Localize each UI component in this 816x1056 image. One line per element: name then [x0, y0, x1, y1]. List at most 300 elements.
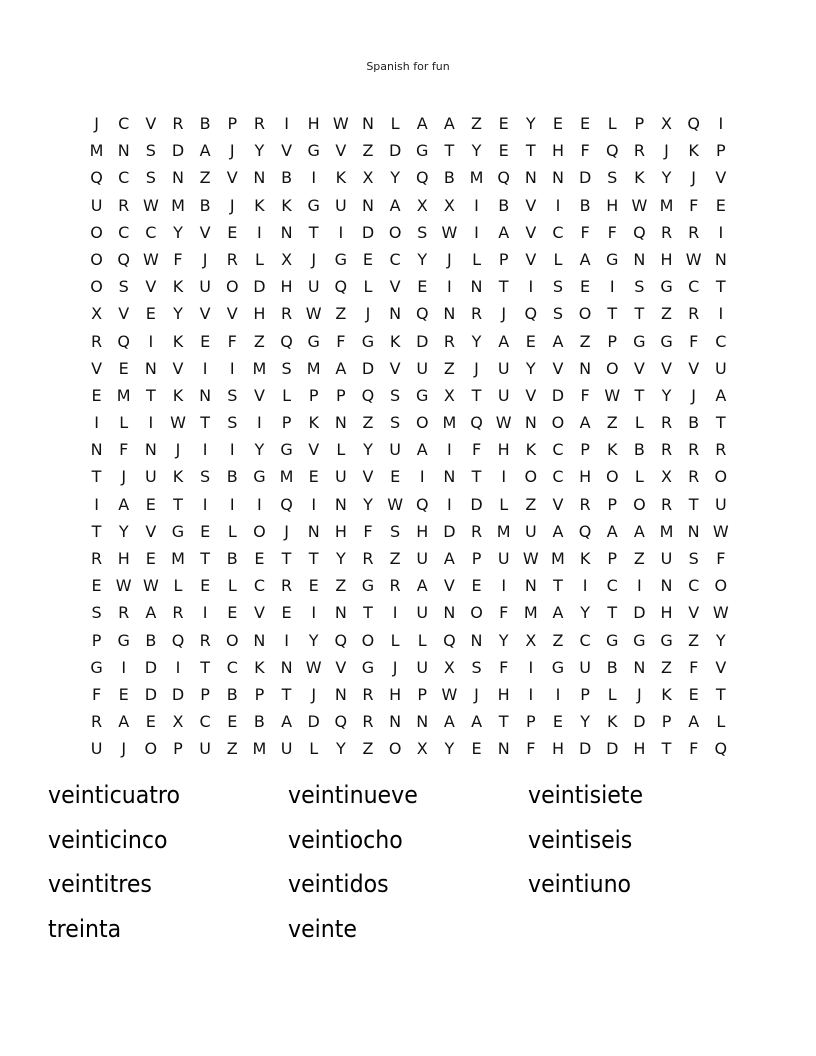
- grid-letter: A: [498, 331, 510, 351]
- grid-letter: A: [606, 521, 618, 541]
- grid-letter: A: [471, 712, 483, 732]
- grid-letter: G: [307, 141, 320, 161]
- grid-letter: R: [362, 712, 374, 732]
- grid-letter: W: [142, 195, 159, 215]
- grid-letter: K: [606, 712, 618, 732]
- grid-letter: J: [691, 385, 697, 405]
- grid-letter: Z: [362, 141, 374, 161]
- grid-letter: X: [91, 304, 103, 324]
- grid-letter: L: [716, 712, 726, 732]
- letter-grid: [83, 114, 734, 767]
- grid-letter: L: [634, 467, 644, 487]
- grid-letter: T: [200, 549, 211, 568]
- grid-letter: L: [173, 576, 183, 596]
- grid-letter: O: [144, 739, 158, 759]
- grid-letter: W: [631, 195, 648, 215]
- grid-letter: N: [280, 222, 293, 242]
- grid-letter: P: [281, 413, 292, 433]
- grid-letter: J: [392, 657, 398, 677]
- grid-letter: I: [447, 494, 452, 514]
- grid-letter: F: [499, 657, 509, 677]
- grid-letter: M: [252, 358, 267, 378]
- grid-letter: K: [172, 467, 184, 487]
- grid-letter: V: [145, 277, 157, 297]
- grid-letter: W: [115, 576, 132, 596]
- grid-letter: S: [200, 467, 211, 487]
- word-list: [48, 780, 768, 958]
- grid-letter: V: [389, 277, 401, 297]
- grid-letter: W: [604, 385, 621, 405]
- grid-letter: J: [202, 249, 208, 269]
- grid-letter: I: [284, 114, 289, 133]
- grid-letter: E: [200, 331, 211, 351]
- grid-letter: T: [281, 549, 292, 568]
- grid-letter: I: [718, 304, 724, 324]
- grid-letter: C: [688, 277, 700, 297]
- grid-letter: C: [118, 222, 130, 242]
- grid-letter: Q: [633, 222, 646, 242]
- grid-letter: I: [528, 277, 534, 297]
- grid-letter: V: [226, 168, 238, 188]
- grid-letter: U: [579, 657, 591, 677]
- grid-letter: U: [334, 467, 347, 487]
- grid-letter: W: [712, 603, 729, 623]
- grid-letter: X: [661, 114, 672, 133]
- grid-letter: Q: [415, 494, 429, 514]
- grid-letter: N: [334, 684, 347, 704]
- grid-letter: R: [91, 331, 103, 351]
- grid-letter: X: [416, 195, 428, 215]
- grid-letter: J: [664, 141, 669, 161]
- grid-letter: V: [715, 168, 727, 188]
- grid-letter: Y: [363, 494, 373, 514]
- grid-letter: N: [144, 358, 157, 378]
- grid-letter: Y: [254, 141, 265, 161]
- grid-letter: J: [94, 114, 99, 133]
- grid-letter: V: [688, 358, 700, 378]
- grid-letter: U: [714, 494, 727, 514]
- grid-letter: S: [688, 549, 699, 568]
- grid-letter: E: [281, 603, 292, 623]
- grid-letter: Z: [199, 168, 211, 188]
- grid-letter: C: [118, 168, 130, 188]
- grid-letter: Z: [633, 549, 645, 568]
- grid-letter: Y: [363, 440, 373, 460]
- grid-letter: K: [688, 141, 699, 161]
- grid-letter: L: [607, 114, 617, 133]
- grid-letter: A: [633, 521, 645, 541]
- grid-letter: T: [281, 684, 292, 704]
- grid-letter: K: [525, 440, 537, 460]
- word-list-item: veintitres: [48, 870, 152, 898]
- grid-letter: U: [497, 385, 510, 405]
- grid-letter: G: [660, 331, 673, 351]
- grid-letter: R: [688, 467, 700, 487]
- grid-letter: R: [470, 304, 483, 324]
- grid-letter: T: [444, 141, 455, 161]
- grid-letter: H: [307, 114, 320, 133]
- grid-letter: U: [416, 549, 429, 568]
- grid-letter: I: [501, 576, 507, 596]
- grid-letter: D: [144, 657, 158, 677]
- grid-letter: O: [633, 494, 646, 514]
- grid-letter: I: [94, 494, 99, 514]
- grid-letter: Z: [525, 494, 537, 514]
- grid-letter: T: [607, 304, 618, 324]
- grid-letter: A: [416, 114, 428, 133]
- grid-letter: I: [582, 576, 588, 596]
- grid-letter: N: [117, 141, 130, 161]
- grid-letter: G: [334, 249, 348, 269]
- grid-letter: U: [416, 657, 429, 677]
- grid-letter: E: [362, 249, 374, 269]
- grid-letter: I: [447, 277, 452, 297]
- grid-letter: Y: [173, 304, 183, 324]
- grid-letter: U: [90, 739, 103, 759]
- grid-letter: U: [524, 521, 537, 541]
- grid-letter: U: [389, 440, 401, 460]
- grid-letter: Y: [390, 168, 400, 188]
- grid-letter: L: [227, 576, 237, 596]
- grid-letter: I: [718, 222, 724, 242]
- grid-letter: C: [606, 576, 618, 596]
- grid-letter: S: [607, 168, 618, 188]
- grid-letter: A: [443, 549, 455, 568]
- grid-letter: P: [607, 331, 618, 351]
- grid-letter: S: [471, 657, 482, 677]
- grid-letter: O: [605, 467, 619, 487]
- grid-letter: P: [308, 385, 319, 405]
- grid-letter: L: [390, 630, 400, 650]
- grid-letter: T: [661, 739, 672, 759]
- grid-letter: E: [145, 304, 156, 324]
- grid-letter: W: [305, 304, 322, 324]
- grid-letter: N: [443, 304, 456, 324]
- grid-letter: C: [552, 222, 564, 242]
- grid-letter: E: [145, 712, 156, 732]
- grid-letter: T: [607, 603, 618, 623]
- grid-letter: Z: [335, 576, 347, 596]
- grid-letter: V: [281, 141, 293, 161]
- grid-letter: R: [633, 141, 645, 161]
- grid-letter: P: [634, 114, 645, 133]
- grid-letter: K: [254, 657, 265, 677]
- grid-letter: Y: [254, 440, 265, 460]
- grid-letter: I: [419, 467, 425, 487]
- grid-letter: O: [415, 413, 429, 433]
- grid-letter: C: [199, 712, 211, 732]
- grid-letter: N: [334, 494, 347, 514]
- grid-letter: L: [499, 494, 509, 514]
- grid-letter: E: [91, 576, 102, 596]
- grid-letter: G: [253, 467, 266, 487]
- grid-letter: E: [580, 277, 591, 297]
- grid-letter: S: [118, 277, 129, 297]
- grid-letter: N: [334, 413, 347, 433]
- grid-letter: M: [171, 549, 185, 568]
- grid-letter: D: [171, 141, 185, 161]
- grid-letter: L: [390, 114, 400, 133]
- grid-letter: I: [148, 413, 154, 433]
- word-list-item: veinticinco: [48, 825, 168, 854]
- grid-letter: A: [335, 358, 347, 378]
- grid-letter: S: [91, 603, 102, 623]
- grid-letter: I: [609, 277, 615, 297]
- grid-letter: B: [199, 195, 211, 215]
- grid-letter: R: [199, 630, 211, 650]
- grid-letter: W: [712, 521, 729, 541]
- grid-letter: M: [279, 467, 294, 487]
- grid-letter: K: [172, 331, 184, 351]
- grid-letter: Q: [90, 168, 103, 188]
- grid-letter: I: [121, 657, 127, 677]
- grid-letter: O: [470, 603, 483, 623]
- grid-letter: M: [442, 413, 457, 433]
- grid-letter: T: [91, 521, 102, 541]
- grid-letter: F: [580, 222, 590, 242]
- grid-letter: G: [416, 385, 429, 405]
- grid-letter: O: [90, 249, 103, 269]
- word-list-item: veintidos: [288, 870, 389, 898]
- grid-letter: P: [91, 630, 102, 650]
- grid-letter: I: [392, 603, 398, 623]
- grid-letter: U: [199, 277, 211, 297]
- grid-letter: A: [281, 712, 293, 732]
- grid-letter: F: [91, 684, 102, 704]
- grid-letter: P: [661, 712, 672, 732]
- grid-letter: Y: [525, 114, 536, 133]
- grid-letter: D: [633, 712, 646, 732]
- grid-letter: U: [199, 739, 211, 759]
- grid-letter: R: [688, 440, 700, 460]
- grid-letter: R: [715, 440, 727, 460]
- grid-letter: Q: [415, 168, 429, 188]
- grid-letter: A: [118, 494, 130, 514]
- grid-letter: I: [94, 413, 99, 433]
- grid-letter: Q: [334, 630, 348, 650]
- grid-letter: J: [447, 249, 452, 269]
- grid-letter: D: [171, 684, 185, 704]
- grid-letter: M: [659, 195, 674, 215]
- grid-letter: W: [522, 549, 539, 568]
- grid-letter: M: [523, 603, 538, 623]
- grid-letter: M: [171, 195, 185, 215]
- grid-letter: D: [388, 141, 402, 161]
- grid-letter: N: [633, 657, 646, 677]
- grid-letter: T: [525, 141, 536, 161]
- grid-letter: I: [474, 195, 479, 215]
- grid-letter: S: [145, 141, 156, 161]
- grid-letter: C: [145, 222, 157, 242]
- grid-letter: V: [145, 521, 157, 541]
- grid-letter: N: [551, 168, 564, 188]
- grid-letter: Q: [361, 385, 375, 405]
- grid-letter: Q: [334, 277, 348, 297]
- grid-letter: L: [254, 249, 264, 269]
- grid-letter: Z: [362, 413, 374, 433]
- grid-letter: P: [715, 141, 726, 161]
- grid-letter: A: [498, 222, 510, 242]
- grid-letter: W: [441, 684, 458, 704]
- grid-letter: T: [688, 494, 699, 514]
- grid-letter: Z: [226, 739, 238, 759]
- word-list-item: veinte: [288, 914, 358, 943]
- grid-letter: J: [501, 304, 507, 324]
- grid-letter: K: [254, 195, 265, 215]
- grid-letter: D: [144, 684, 158, 704]
- grid-letter: E: [471, 576, 482, 596]
- grid-letter: Y: [308, 630, 319, 650]
- grid-letter: F: [689, 195, 699, 215]
- grid-letter: R: [362, 549, 374, 568]
- grid-letter: S: [227, 413, 238, 433]
- grid-letter: G: [307, 331, 320, 351]
- grid-letter: I: [474, 222, 479, 242]
- grid-letter: M: [306, 358, 321, 378]
- grid-letter: R: [118, 195, 130, 215]
- grid-letter: T: [308, 222, 319, 242]
- grid-letter: O: [714, 576, 728, 596]
- grid-letter: P: [580, 684, 590, 704]
- grid-letter: Y: [661, 385, 672, 405]
- grid-letter: B: [633, 440, 645, 460]
- grid-letter: V: [118, 304, 130, 324]
- grid-letter: D: [416, 331, 429, 351]
- grid-letter: N: [144, 440, 157, 460]
- grid-letter: H: [416, 521, 429, 541]
- grid-letter: K: [172, 277, 184, 297]
- grid-letter: U: [497, 549, 510, 568]
- grid-letter: N: [714, 249, 727, 269]
- grid-letter: M: [469, 168, 484, 188]
- grid-letter: H: [551, 739, 564, 759]
- grid-letter: R: [362, 684, 374, 704]
- grid-letter: T: [471, 385, 482, 405]
- grid-letter: S: [390, 521, 401, 541]
- grid-letter: G: [606, 249, 619, 269]
- grid-letter: F: [580, 385, 590, 405]
- grid-letter: E: [498, 114, 509, 133]
- grid-letter: L: [282, 385, 292, 405]
- grid-letter: X: [416, 739, 428, 759]
- grid-letter: E: [390, 467, 401, 487]
- grid-letter: I: [501, 467, 507, 487]
- grid-letter: V: [199, 304, 211, 324]
- grid-letter: I: [528, 684, 534, 704]
- grid-letter: H: [389, 684, 402, 704]
- grid-letter: A: [416, 440, 428, 460]
- grid-letter: T: [498, 277, 509, 297]
- grid-letter: R: [118, 603, 130, 623]
- grid-letter: F: [227, 331, 237, 351]
- grid-letter: E: [417, 277, 428, 297]
- grid-letter: U: [660, 549, 673, 568]
- grid-letter: P: [417, 684, 428, 704]
- grid-letter: N: [470, 630, 483, 650]
- grid-letter: I: [202, 358, 208, 378]
- grid-letter: A: [552, 521, 564, 541]
- grid-letter: D: [361, 358, 375, 378]
- grid-letter: S: [634, 277, 645, 297]
- grid-letter: Y: [498, 630, 509, 650]
- grid-letter: J: [691, 168, 697, 188]
- grid-letter: V: [552, 358, 564, 378]
- grid-letter: V: [253, 385, 265, 405]
- grid-letter: I: [202, 440, 208, 460]
- grid-letter: F: [607, 222, 617, 242]
- grid-letter: E: [227, 222, 238, 242]
- grid-letter: V: [525, 385, 537, 405]
- grid-letter: R: [688, 304, 700, 324]
- grid-letter: P: [607, 494, 618, 514]
- grid-letter: I: [229, 358, 235, 378]
- grid-letter: T: [200, 413, 211, 433]
- grid-letter: V: [443, 576, 455, 596]
- grid-letter: F: [716, 549, 726, 568]
- grid-letter: O: [524, 467, 538, 487]
- grid-letter: E: [118, 684, 129, 704]
- grid-letter: D: [578, 739, 592, 759]
- grid-letter: R: [280, 576, 293, 596]
- grid-letter: T: [553, 576, 563, 596]
- grid-letter: O: [253, 521, 266, 541]
- grid-letter: V: [199, 222, 211, 242]
- grid-letter: G: [606, 630, 619, 650]
- grid-letter: I: [229, 440, 235, 460]
- word-list-item: veintisiete: [528, 781, 644, 809]
- grid-letter: E: [688, 684, 699, 704]
- grid-letter: J: [121, 739, 127, 759]
- grid-letter: J: [311, 249, 317, 269]
- grid-letter: L: [553, 249, 563, 269]
- grid-letter: L: [634, 413, 644, 433]
- grid-letter: L: [417, 630, 427, 650]
- grid-letter: D: [307, 712, 320, 732]
- grid-letter: N: [361, 195, 374, 215]
- grid-letter: H: [253, 304, 266, 324]
- grid-letter: B: [253, 712, 265, 732]
- grid-letter: Y: [118, 521, 129, 541]
- grid-letter: C: [552, 467, 564, 487]
- grid-letter: E: [525, 331, 536, 351]
- grid-letter: T: [634, 385, 645, 405]
- grid-letter: C: [579, 630, 591, 650]
- grid-letter: V: [253, 603, 265, 623]
- grid-letter: Q: [687, 114, 700, 133]
- grid-letter: I: [202, 603, 208, 623]
- grid-letter: R: [470, 521, 483, 541]
- grid-letter: Z: [688, 630, 700, 650]
- grid-letter: O: [605, 358, 619, 378]
- grid-letter: I: [311, 603, 317, 623]
- grid-letter: V: [145, 114, 157, 133]
- grid-letter: H: [660, 249, 673, 269]
- grid-letter: I: [284, 630, 289, 650]
- grid-letter: N: [416, 712, 429, 732]
- grid-letter: S: [390, 413, 401, 433]
- grid-letter: D: [578, 168, 592, 188]
- grid-letter: I: [257, 494, 262, 514]
- grid-letter: R: [389, 576, 401, 596]
- grid-letter: B: [226, 684, 238, 704]
- grid-letter: W: [142, 576, 159, 596]
- grid-letter: W: [685, 249, 702, 269]
- grid-letter: F: [336, 331, 346, 351]
- grid-letter: T: [471, 467, 482, 487]
- grid-letter: E: [227, 712, 238, 732]
- grid-letter: R: [660, 413, 673, 433]
- grid-letter: L: [309, 739, 319, 759]
